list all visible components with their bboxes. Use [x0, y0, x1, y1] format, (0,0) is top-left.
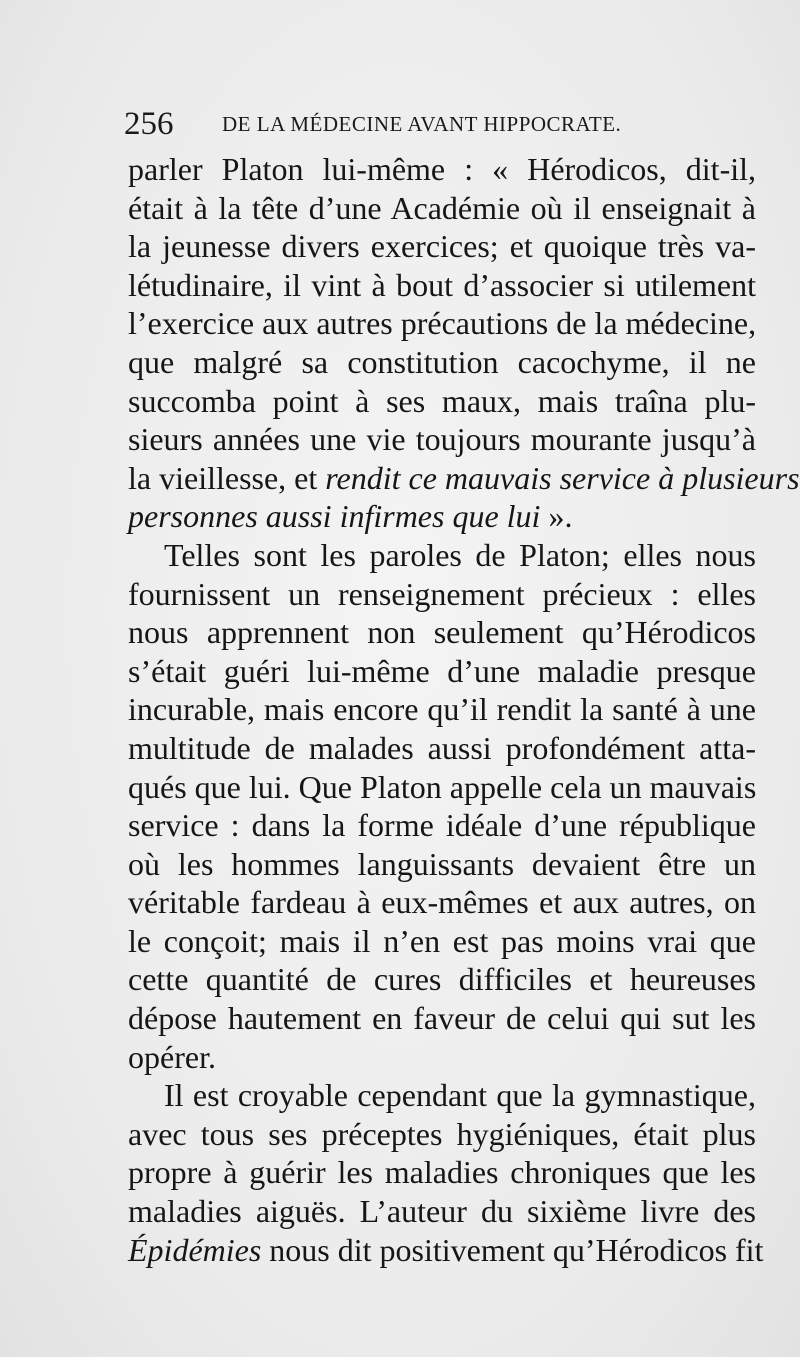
page-number: 256 — [124, 106, 174, 142]
text-line: service : dans la forme idéale d’une république — [128, 807, 756, 844]
text-segment: ». — [540, 498, 573, 535]
text-line: que malgré sa constitution cacochyme, il ne — [128, 343, 756, 380]
text-line: létudinaire, il vint à bout d’associer si utilement — [128, 266, 756, 303]
page-header — [124, 104, 754, 144]
text-line: était à la tête d’une Académie où il enseignait à — [128, 189, 756, 226]
text-line: cette quantité de cures difficiles et heureuses — [128, 961, 756, 998]
text-line — [128, 459, 800, 498]
text-line — [128, 497, 756, 536]
text-line: où les hommes languissants devaient être un — [128, 845, 756, 882]
text-line: la jeunesse divers exercices; et quoique très va- — [128, 228, 756, 265]
text-segment: la vieillesse, et — [128, 459, 326, 496]
italic-text-segment: personnes aussi infirmes que lui — [128, 498, 541, 535]
text-line: opérer. — [128, 1038, 216, 1075]
text-line: multitude de malades aussi profondément atta- — [128, 729, 756, 766]
text-line: nous apprennent non seulement qu’Hérodicos — [128, 614, 756, 651]
text-line: Il est croyable cependant que la gymnastique, — [164, 1077, 756, 1114]
text-line — [128, 1231, 764, 1270]
text-line: propre à guérir les maladies chroniques que les — [128, 1154, 756, 1191]
text-line: qués que lui. Que Platon appelle cela un mauvais — [128, 768, 757, 805]
text-line: le conçoit; mais il n’en est pas moins vrai que — [128, 922, 756, 959]
text-line: véritable fardeau à eux-mêmes et aux autres, on — [128, 884, 756, 921]
text-line: sieurs années une vie toujours mourante jusqu’à — [128, 421, 756, 458]
body-text — [128, 150, 800, 1269]
text-line: dépose hautement en faveur de celui qui sut les — [128, 1000, 756, 1037]
italic-text-segment: Épidémies — [128, 1231, 262, 1268]
text-line: succomba point à ses maux, mais traîna plu- — [128, 382, 756, 419]
text-line: parler Platon lui-même : « Hérodicos, dit-il, — [128, 151, 756, 187]
text-line: maladies aiguës. L’auteur du sixième livre des — [128, 1193, 756, 1230]
text-line: fournissent un renseignement précieux : elles — [128, 575, 756, 612]
text-line: l’exercice aux autres précautions de la médecine, — [128, 305, 757, 342]
text-line: Telles sont les paroles de Platon; elles nous — [164, 536, 756, 573]
italic-text-segment: rendit ce mauvais service à plusieurs — [325, 459, 800, 496]
text-line: s’était guéri lui-même d’une maladie presque — [128, 652, 756, 689]
text-line: avec tous ses préceptes hygiéniques, était plus — [128, 1115, 756, 1152]
running-head: DE LA MÉDECINE AVANT HIPPOCRATE. — [222, 112, 622, 136]
text-segment: nous dit positivement qu’Hérodicos fit — [261, 1231, 764, 1268]
text-line: incurable, mais encore qu’il rendit la santé à une — [128, 691, 756, 728]
